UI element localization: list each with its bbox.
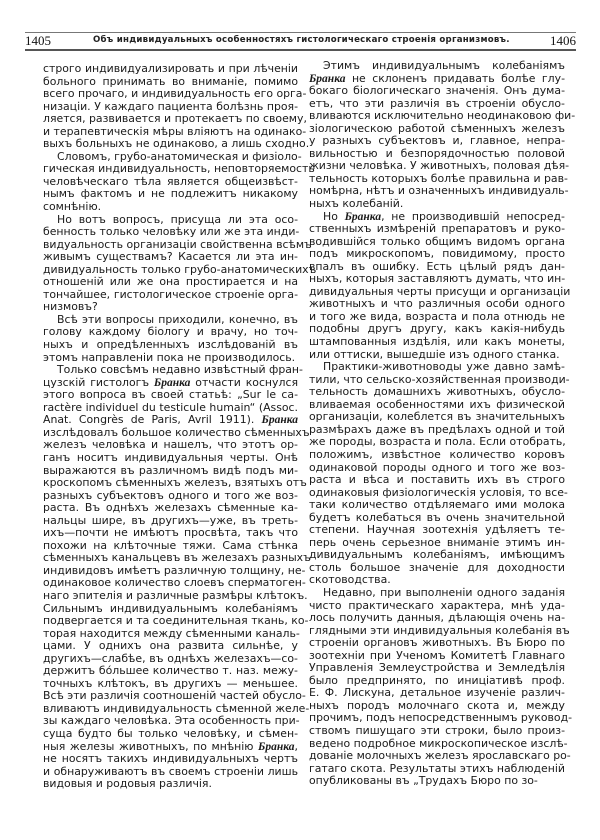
text-line: Словомъ, грубо-анатомическая и физіоло- (57, 149, 302, 163)
text-line: и того же вида, возраста и пола отнюдь не (309, 309, 565, 323)
text-line: больного принимать во вниманіе, помимо (43, 74, 298, 88)
text-line: Всѣ эти различія соотношеній частей обусло- (43, 689, 306, 703)
text-line: или оттиски, вышедшіе изъ одного станка. (309, 347, 560, 361)
text-line: разныхъ субъектовъ одного и того же воз- (43, 488, 298, 502)
text-line: нымъ фактомъ и не подлежитъ никакому (43, 187, 298, 201)
paragraph (43, 363, 311, 791)
paragraph (43, 314, 298, 364)
text-line: ствомъ пишущаго эти строки, было произ- (309, 723, 565, 737)
text-line: нальцы шире, въ другихъ—уже, въ треть- (43, 513, 298, 527)
text-line: Anat. Congrès de Paris, Avril 1911). Бранка (43, 413, 298, 427)
text-line: этого вопроса въ своей статьѣ: „Sur le ca- (43, 388, 298, 402)
text-line: Сильнымъ индивидуальнымъ колебаніямъ (43, 601, 298, 615)
text-line: низаціи. У каждаго пациента болѣзнь проя- (43, 99, 298, 113)
text-line: ихъ—почти не имѣютъ просвѣта, такъ что (43, 526, 298, 540)
text-line: организаціи, колеблется въ значительныхъ (309, 410, 565, 424)
text-line: Всѣ эти вопросы приходили, конечно, въ (57, 312, 298, 326)
text-line: точныхъ клѣтокъ, въ другихъ — меньшее. (43, 676, 298, 690)
text-line: одинаковое количество слоевъ сперматоген- (43, 576, 306, 590)
text-line: животныхъ и что различныя особи одного (309, 297, 565, 311)
text-line: было предпринято, по иниціативѣ проф. (309, 673, 565, 687)
text-line: дивидуальнымъ колебаніямъ, имѣющимъ (309, 548, 565, 562)
text-line: размѣрахъ даже въ предѣлахъ одной и той (309, 422, 565, 436)
text-line: другихъ—слабѣе, въ однѣхъ железахъ—со- (43, 651, 298, 665)
author-name: Бранка (261, 414, 298, 427)
text-line: будетъ колебаться въ очень значительной (309, 510, 565, 524)
text-line: лось получить данныя, дѣлающія очень на- (309, 611, 565, 625)
text-line: похожи на клѣточные тяжи. Сама стѣнка (43, 538, 298, 552)
text-line: и обнаруживаютъ въ своемъ строеніи лишь (43, 764, 298, 778)
text-line: зы каждаго человѣка. Эта особенность при- (43, 714, 300, 728)
text-line: Бранка не склоненъ придавать болѣе глу- (309, 71, 565, 85)
text-line: Управленія Землеустройства и Земледѣлія (309, 661, 565, 675)
text-line: одинаковыя физіологическія условія, то все- (309, 485, 568, 499)
text-line: держитъ бо́льшее количество т. наз. межу- (43, 664, 298, 678)
text-line: ныя железы животныхъ, по мнѣнію Бранка, (43, 739, 298, 753)
text-line: вильностью и безпорядочностью половой (309, 146, 565, 160)
text-line: низмовъ? (43, 300, 98, 314)
text-line: же породы, возраста и пола. Если отобрать, (309, 435, 566, 449)
text-line: и терапевтическія мѣры вліяютъ на одинако- (43, 124, 307, 138)
page-number-right: 1406 (550, 33, 576, 48)
text-line: строго индивидуализировать и при лѣченіи (43, 62, 298, 75)
text-line: человѣческаго тѣла является общеизвѣст- (43, 174, 298, 188)
text-line: ныхъ колебаній. (309, 197, 404, 211)
text-line: штампованныя издѣлія, или какъ монеты, (309, 335, 565, 349)
text-line: ганъ носитъ индивидуальныя черты. Онѣ (43, 450, 298, 464)
text-line: раста. Въ однѣхъ железахъ сѣменные ка- (43, 501, 298, 515)
text-line: ныхъ и опредѣленныхъ изслѣдованій въ (43, 338, 298, 352)
text-line: столь большое значеніе для доходности (309, 560, 565, 574)
text-line: цузскій гистологъ Бранка отчасти коснулся (43, 375, 298, 389)
running-header (25, 32, 576, 51)
author-name: Бранка (258, 740, 295, 753)
text-line: подобны другъ другу, какъ какія-нибудь (309, 322, 565, 336)
text-line: прочимъ, подъ непосредственнымъ руковод- (309, 711, 573, 725)
text-line: водившійся только общимъ видомъ органа (309, 234, 565, 248)
text-line: дивидуальность только грубо-анатомическихъ (43, 262, 317, 276)
text-line: дивидуальныя черты присущи и организаціи (309, 284, 571, 298)
text-line: железъ человѣка и нашелъ, что этотъ ор- (43, 438, 298, 452)
running-title: Объ индивидуальныхъ особенностяхъ гистологическаго строенія организмовъ. (93, 35, 510, 45)
text-line: бенность только человѣку или же эта инди- (43, 225, 300, 239)
text-line: жизни человѣка. У животныхъ, половая дѣя- (309, 159, 570, 173)
text-line: перь очень серьезное вниманіе этимъ ин- (309, 535, 565, 549)
text-line: раста и вѣса и поставить ихъ въ строго (309, 473, 565, 487)
text-line: положимъ, извѣстное количество коровъ (309, 447, 565, 461)
text-line: чисто практическаго характера, мнѣ уда- (309, 598, 565, 612)
paragraph (43, 149, 315, 214)
text-line: видуальность организаціи свойственна всѣмъ (43, 237, 312, 251)
text-line: зіологическою работой сѣменныхъ железъ (309, 121, 565, 135)
text-line: Но Бранка, не производившій непосред- (323, 209, 565, 223)
text-line: Практики-животноводы уже давно замѣ- (323, 360, 565, 374)
text-line: вливаютъ индивидуальность сѣменной желе- (43, 701, 310, 715)
text-line: вливаются исключительно неодинаковою фи- (309, 109, 576, 123)
text-line: отношеній или же она простирается и на (43, 275, 298, 289)
page-number-left: 1405 (25, 33, 51, 48)
text-line: цами. У однихъ она развита сильнѣе, у (43, 639, 298, 653)
text-line: тельность которыхъ болѣе правильна и рав- (309, 171, 568, 185)
text-line: опубликованы въ „Трудахъ Бюро по зо- (309, 774, 538, 788)
text-line: тончайшее, гистологическое строеніе орга- (43, 287, 298, 301)
text-line: выражаются въ различномъ видѣ подъ ми- (43, 463, 298, 477)
text-line: ственныхъ измѣреній препаратовъ и руко- (309, 222, 565, 236)
text-line: ляется, развивается и протекаетъ по своему, (43, 112, 307, 126)
author-name: Бранка (344, 210, 382, 223)
text-line: живымъ существамъ? Касается ли эта ин- (43, 250, 298, 264)
text-line: тили, что сельско-хозяйственная производи- (309, 372, 570, 386)
text-line: всего прочаго, и индивидуальность его орга- (43, 87, 307, 101)
text-line: голову каждому біологу и врачу, но точ- (43, 325, 298, 339)
text-line: дованіе молочныхъ железъ ярославскаго ро- (309, 749, 571, 763)
right-column (309, 59, 576, 788)
text-line: изслѣдовалъ большое количество сѣменныхъ (43, 425, 310, 439)
text-line: видовыя и родовыя различія. (43, 777, 212, 791)
text-line: индивидовъ имѣетъ различную толщину, не- (43, 563, 306, 577)
text-line: тельность домашнихъ животныхъ, обусло- (309, 385, 565, 399)
text-line: гатаго скота. Результаты этихъ наблюденій (309, 761, 565, 775)
text-line: етъ, что эти различія въ строеніи обусло- (309, 96, 565, 110)
text-line: глядными эти индивидуальныя колебанія въ (309, 623, 570, 637)
author-name: Бранка (153, 376, 191, 389)
text-line: бокаго біологическаго значенія. Онъ дума- (309, 84, 565, 98)
text-line: Но вотъ вопросъ, присуща ли эта осо- (57, 212, 298, 226)
text-line: ныхъ, которыя заставляютъ думать, что ин- (309, 272, 566, 286)
text-line: подвергается и та соединительная ткань, ко- (43, 614, 309, 628)
text-line: ractère individuel du testicule humain“ (Assoc. (43, 400, 298, 414)
text-line: Только совсѣмъ недавно извѣстный фран- (57, 363, 303, 377)
left-column (43, 62, 317, 791)
text-line: степени. Научная зоотехнія удѣляетъ те- (309, 523, 565, 537)
text-line: номѣрна, нѣтъ и означенныхъ индивидуаль- (309, 184, 569, 198)
text-line: кроскопомъ сѣменныхъ железъ, взятыхъ отъ (43, 476, 307, 490)
paragraph (309, 209, 571, 362)
text-line: подъ микроскопомъ, повидимому, просто (309, 247, 565, 261)
paragraph (43, 62, 310, 151)
text-line: Е. Ф. Лискуна, детальное изученіе различ- (309, 686, 565, 700)
text-line: строеніи органовъ животныхъ. Въ Бюро по (309, 636, 565, 650)
paragraph (309, 360, 570, 587)
text-line: суща будто бы только человѣку, и сѣмен- (43, 726, 298, 740)
paragraph (309, 585, 573, 788)
text-line: впалъ въ ошибку. Есть цѣлый рядъ дан- (309, 259, 565, 273)
text-line: сѣменныхъ канальцевъ въ железахъ разныхъ (43, 551, 311, 565)
paragraph (43, 212, 317, 314)
text-line: скотоводства. (309, 573, 391, 587)
text-line: ныхъ породъ молочнаго скота и, между (309, 698, 565, 712)
text-line: не носятъ такихъ индивидуальныхъ чертъ (43, 752, 298, 766)
text-line: у разныхъ субъектовъ и, главное, непра- (309, 134, 565, 148)
text-line: сомнѣнію. (43, 200, 102, 214)
text-line: зоотехніи при Ученомъ Комитетѣ Главнаго (309, 648, 565, 662)
text-line: Недавно, при выполненіи одного заданія (323, 585, 565, 599)
text-line: этомъ направленіи пока не производилось. (43, 350, 296, 364)
paragraph (309, 59, 576, 211)
text-line: Этимъ индивидуальнымъ колебаніямъ (323, 59, 565, 72)
text-line: вливаемая особенностями ихъ физической (309, 397, 565, 411)
author-name: Бранка (309, 72, 346, 85)
text-line: выхъ больныхъ не одинаково, а лишь сходно. (43, 137, 310, 151)
text-line: наго эпителія и различные размѣры клѣтокъ. (43, 588, 308, 602)
text-line: торая находится между сѣменными каналь- (43, 626, 300, 640)
text-line: гическая индивидуальность, неповторяемость (43, 162, 315, 176)
text-line: одинаковой породы одного и того же воз- (309, 460, 565, 474)
text-line: таки количество отдѣляемаго ими молока (309, 498, 565, 512)
text-line: ведено подробное микроскопическое изслѣ- (309, 736, 568, 750)
